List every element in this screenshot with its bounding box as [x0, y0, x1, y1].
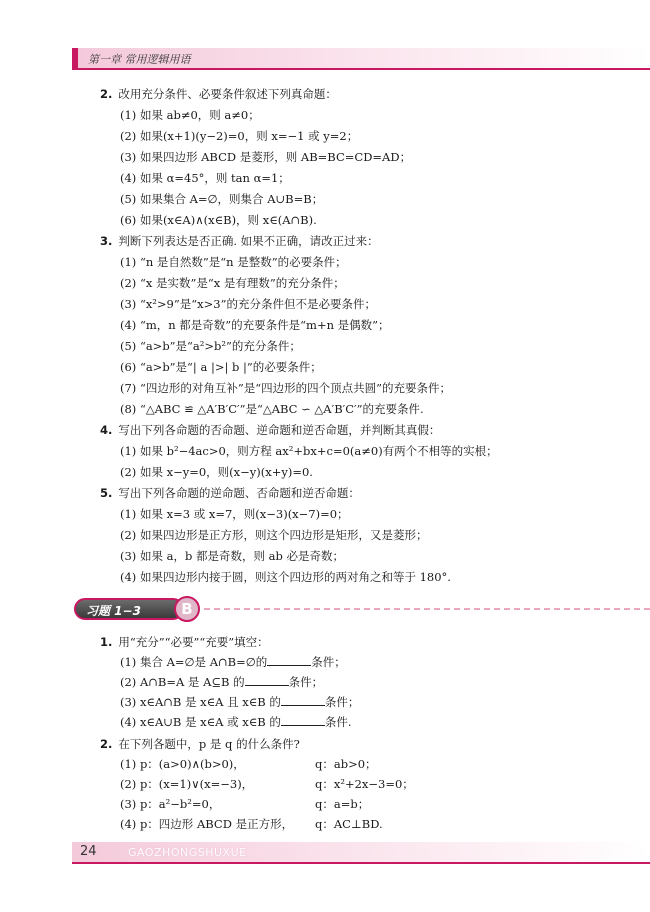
list-item: (6) 如果(x∈A)∧(x∈B)，则 x∈(A∩B). — [120, 213, 317, 227]
list-item — [120, 756, 377, 773]
fill-prefix: (3) x∈A∩B 是 x∈A 且 x∈B 的 — [120, 695, 281, 709]
section-level-badge — [174, 596, 200, 622]
list-item: (2) “x 是实数”是“x 是有理数”的充分条件； — [120, 276, 345, 290]
fill-suffix: 条件. — [324, 715, 352, 729]
question-number: 1. — [100, 635, 113, 649]
condition-q: q：ab>0； — [315, 757, 377, 771]
list-item: (5) 如果集合 A=∅，则集合 A∪B=B； — [120, 192, 324, 206]
list-item: (1) “n 是自然数”是“n 是整数”的必要条件； — [120, 255, 347, 269]
list-item: (3) 如果 a，b 都是奇数，则 ab 必是奇数； — [120, 549, 345, 563]
section-label-pill — [74, 598, 184, 620]
list-item — [120, 776, 414, 793]
list-item: (3) 如果四边形 ABCD 是菱形，则 AB=BC=CD=AD； — [120, 150, 412, 164]
condition-p: (2) p：(x=1)∨(x=−3)， — [120, 777, 254, 791]
list-item — [120, 694, 359, 711]
question-number: 3. — [100, 234, 113, 248]
list-item: (3) “x²>9”是“x>3”的充分条件但不是必要条件； — [120, 297, 376, 311]
question-b2 — [100, 736, 300, 753]
fill-prefix: (4) x∈A∪B 是 x∈A 或 x∈B 的 — [120, 715, 281, 729]
list-item: (2) 如果(x+1)(y−2)=0，则 x=−1 或 y=2； — [120, 129, 359, 143]
question-number: 2. — [100, 737, 113, 751]
condition-p: (3) p：a²−b²=0， — [120, 797, 221, 811]
answer-blank[interactable] — [281, 714, 325, 726]
list-item — [120, 816, 383, 833]
question-3 — [100, 233, 379, 250]
page-header — [72, 48, 650, 70]
question-text: 用“充分”“必要”“充要”填空： — [118, 635, 269, 649]
question-number: 5. — [100, 486, 113, 500]
fill-prefix: (1) 集合 A=∅是 A∩B=∅的 — [120, 655, 268, 669]
question-number: 4. — [100, 423, 113, 437]
page-footer — [72, 842, 650, 862]
list-item: (4) “m，n 都是奇数”的充要条件是“m+n 是偶数”； — [120, 318, 390, 332]
list-item: (1) 如果 ab≠0，则 a≠0； — [120, 108, 260, 122]
answer-blank[interactable] — [267, 654, 311, 666]
page-number: 24 — [80, 844, 97, 859]
question-text: 在下列各题中，p 是 q 的什么条件? — [118, 737, 300, 751]
answer-blank[interactable] — [281, 694, 325, 706]
question-b1 — [100, 634, 269, 651]
list-item: (1) 如果 x=3 或 x=7，则(x−3)(x−7)=0； — [120, 507, 349, 521]
header-rule — [78, 68, 650, 70]
list-item: (7) “四边形的对角互补”是“四边形的四个顶点共圆”的充要条件； — [120, 381, 451, 395]
condition-q: q：a=b； — [315, 797, 370, 811]
question-5 — [100, 485, 360, 502]
list-item: (8) “△ABC ≌ △A′B′C′”是“△ABC ∽ △A′B′C′”的充要条件. — [120, 402, 424, 416]
fill-suffix: 条件； — [288, 675, 324, 689]
footer-brand: GAOZHONGSHUXUE — [128, 846, 247, 859]
condition-p: (1) p：(a>0)∧(b>0)， — [120, 757, 245, 771]
list-item — [120, 674, 323, 691]
list-item: (4) 如果 α=45°，则 tan α=1； — [120, 171, 290, 185]
condition-q: q：AC⊥BD. — [315, 817, 383, 831]
list-item: (4) 如果四边形内接于圆，则这个四边形的两对角之和等于 180°. — [120, 570, 451, 584]
question-2 — [100, 86, 337, 103]
section-label: 习题 1−3 — [86, 604, 141, 618]
question-number: 2. — [100, 87, 113, 101]
condition-p: (4) p：四边形 ABCD 是正方形， — [120, 817, 294, 831]
question-4 — [100, 422, 440, 439]
list-item — [120, 796, 370, 813]
fill-suffix: 条件； — [324, 695, 360, 709]
list-item: (2) 如果四边形是正方形，则这个四边形是矩形，又是菱形； — [120, 528, 428, 542]
answer-blank[interactable] — [245, 674, 289, 686]
question-text: 写出下列各命题的否命题、逆命题和逆否命题，并判断其真假： — [118, 423, 441, 437]
question-text: 判断下列表达是否正确. 如果不正确，请改正过来： — [118, 234, 379, 248]
list-item: (2) 如果 x−y=0，则(x−y)(x+y)=0. — [120, 465, 313, 479]
footer-rule — [72, 862, 650, 864]
condition-q: q：x²+2x−3=0； — [315, 777, 414, 791]
chapter-title: 第一章 常用逻辑用语 — [88, 53, 191, 66]
question-text: 写出下列各命题的逆命题、否命题和逆否命题： — [118, 486, 360, 500]
list-item: (6) “a>b”是“| a |>| b |”的必要条件； — [120, 360, 322, 374]
list-item — [120, 654, 346, 671]
list-item — [120, 714, 352, 731]
list-item: (5) “a>b”是“a²>b²”的充分条件； — [120, 339, 301, 353]
exercise-section-banner — [74, 596, 650, 624]
fill-suffix: 条件； — [311, 655, 346, 669]
fill-prefix: (2) A∩B=A 是 A⊆B 的 — [120, 675, 245, 689]
question-text: 改用充分条件、必要条件叙述下列真命题： — [118, 87, 337, 101]
section-dashed-rule — [204, 608, 650, 610]
section-level-letter: B — [181, 600, 193, 618]
list-item: (1) 如果 b²−4ac>0，则方程 ax²+bx+c=0(a≠0)有两个不相等的实根； — [120, 444, 498, 458]
